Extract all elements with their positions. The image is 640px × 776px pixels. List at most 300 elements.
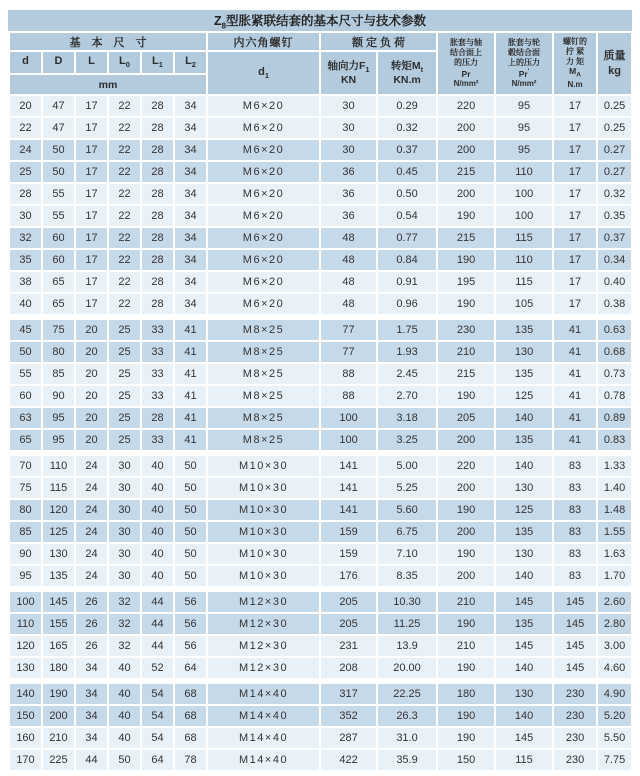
cell-转矩Mt: 7.10	[378, 544, 436, 564]
cell-d1: M8×25	[208, 408, 319, 428]
cell-L1: 54	[142, 706, 173, 726]
cell-L0: 25	[109, 408, 140, 428]
cell-Pr: 190	[438, 728, 494, 748]
cell-d: 65	[10, 430, 41, 450]
cell-Pr': 110	[496, 250, 552, 270]
cell-轴向力F1: 208	[321, 658, 376, 678]
cell-L2: 50	[175, 500, 206, 520]
table-row	[10, 184, 631, 204]
cell-L0: 25	[109, 342, 140, 362]
cell-d1: M10×30	[208, 566, 319, 586]
cell-MA: 17	[554, 140, 596, 160]
cell-MA: 145	[554, 658, 596, 678]
cell-d1: M8×25	[208, 342, 319, 362]
cell-转矩Mt: 3.25	[378, 430, 436, 450]
cell-质量: 0.78	[598, 386, 631, 406]
cell-L1: 33	[142, 320, 173, 340]
table-row	[10, 728, 631, 748]
cell-L0: 30	[109, 544, 140, 564]
cell-轴向力F1: 30	[321, 140, 376, 160]
cell-d: 70	[10, 456, 41, 476]
cell-转矩Mt: 11.25	[378, 614, 436, 634]
header-rated-load: 额定负荷	[321, 33, 436, 50]
cell-轴向力F1: 317	[321, 684, 376, 704]
cell-L: 20	[76, 320, 107, 340]
cell-转矩Mt: 1.93	[378, 342, 436, 362]
cell-d1: M8×25	[208, 386, 319, 406]
cell-质量: 0.37	[598, 228, 631, 248]
group-separator	[10, 588, 631, 590]
cell-L2: 34	[175, 162, 206, 182]
cell-轴向力F1: 36	[321, 184, 376, 204]
cell-Pr': 135	[496, 614, 552, 634]
cell-Pr': 135	[496, 320, 552, 340]
cell-L0: 32	[109, 636, 140, 656]
cell-Pr': 140	[496, 706, 552, 726]
cell-L1: 33	[142, 342, 173, 362]
table-row	[10, 272, 631, 292]
cell-d: 85	[10, 522, 41, 542]
cell-L: 24	[76, 500, 107, 520]
cell-Pr: 215	[438, 364, 494, 384]
cell-Pr: 190	[438, 386, 494, 406]
cell-Pr': 95	[496, 140, 552, 160]
col-L0: $L_0$	[109, 52, 140, 73]
table-row	[10, 206, 631, 226]
cell-D: 145	[43, 592, 74, 612]
cell-d1: M12×30	[208, 658, 319, 678]
cell-D: 120	[43, 500, 74, 520]
table-row	[10, 364, 631, 384]
cell-D: 60	[43, 228, 74, 248]
cell-L1: 54	[142, 684, 173, 704]
cell-Pr: 200	[438, 118, 494, 138]
cell-轴向力F1: 287	[321, 728, 376, 748]
cell-Pr': 140	[496, 408, 552, 428]
cell-D: 47	[43, 118, 74, 138]
table-row	[10, 96, 631, 116]
cell-L2: 50	[175, 566, 206, 586]
cell-Pr: 190	[438, 544, 494, 564]
table-row	[10, 342, 631, 362]
cell-L1: 40	[142, 544, 173, 564]
cell-Pr: 230	[438, 320, 494, 340]
cell-Pr': 140	[496, 566, 552, 586]
cell-轴向力F1: 77	[321, 342, 376, 362]
cell-d: 30	[10, 206, 41, 226]
cell-质量: 0.89	[598, 408, 631, 428]
cell-d: 63	[10, 408, 41, 428]
cell-质量: 5.50	[598, 728, 631, 748]
cell-转矩Mt: 20.00	[378, 658, 436, 678]
table-row	[10, 614, 631, 634]
cell-L: 17	[76, 118, 107, 138]
cell-Pr': 105	[496, 294, 552, 314]
cell-L2: 41	[175, 408, 206, 428]
cell-L1: 28	[142, 228, 173, 248]
cell-MA: 83	[554, 456, 596, 476]
header-pressure-hub: 胀套与轮 毂结合面 上的压力 Pr' N/mm²	[496, 33, 552, 94]
cell-L2: 34	[175, 272, 206, 292]
cell-转矩Mt: 6.75	[378, 522, 436, 542]
header-tightening-torque: 螺钉的 拧 紧 力 矩 $M_A$ N.m	[554, 33, 596, 94]
cell-L2: 34	[175, 228, 206, 248]
cell-L0: 40	[109, 658, 140, 678]
cell-Pr': 130	[496, 342, 552, 362]
cell-质量: 3.00	[598, 636, 631, 656]
cell-D: 50	[43, 162, 74, 182]
cell-d: 40	[10, 294, 41, 314]
cell-L0: 25	[109, 364, 140, 384]
cell-L0: 22	[109, 250, 140, 270]
cell-D: 165	[43, 636, 74, 656]
cell-L1: 40	[142, 566, 173, 586]
cell-Pr': 145	[496, 592, 552, 612]
group-separator	[10, 680, 631, 682]
cell-转矩Mt: 26.3	[378, 706, 436, 726]
cell-d1: M6×20	[208, 184, 319, 204]
cell-Pr': 100	[496, 206, 552, 226]
cell-L: 20	[76, 386, 107, 406]
cell-L: 17	[76, 206, 107, 226]
cell-质量: 0.38	[598, 294, 631, 314]
cell-D: 95	[43, 408, 74, 428]
table-row	[10, 430, 631, 450]
cell-D: 135	[43, 566, 74, 586]
cell-d: 28	[10, 184, 41, 204]
cell-MA: 230	[554, 684, 596, 704]
cell-L1: 54	[142, 728, 173, 748]
cell-L: 17	[76, 162, 107, 182]
cell-转矩Mt: 0.91	[378, 272, 436, 292]
cell-L0: 32	[109, 592, 140, 612]
cell-轴向力F1: 48	[321, 272, 376, 292]
cell-MA: 83	[554, 478, 596, 498]
cell-Pr': 145	[496, 636, 552, 656]
cell-Pr': 95	[496, 118, 552, 138]
cell-L1: 28	[142, 96, 173, 116]
cell-D: 155	[43, 614, 74, 634]
cell-转矩Mt: 3.18	[378, 408, 436, 428]
cell-D: 225	[43, 750, 74, 770]
cell-L1: 28	[142, 408, 173, 428]
cell-L0: 22	[109, 140, 140, 160]
cell-质量: 0.32	[598, 184, 631, 204]
cell-L0: 22	[109, 206, 140, 226]
cell-MA: 41	[554, 364, 596, 384]
cell-Pr': 145	[496, 728, 552, 748]
cell-L2: 78	[175, 750, 206, 770]
cell-L: 26	[76, 614, 107, 634]
cell-质量: 5.20	[598, 706, 631, 726]
cell-L2: 34	[175, 250, 206, 270]
cell-Pr': 115	[496, 228, 552, 248]
cell-轴向力F1: 48	[321, 294, 376, 314]
cell-Pr: 220	[438, 456, 494, 476]
cell-d1: M6×20	[208, 140, 319, 160]
cell-D: 115	[43, 478, 74, 498]
cell-MA: 41	[554, 430, 596, 450]
col-d: d	[10, 52, 41, 73]
cell-L: 26	[76, 592, 107, 612]
cell-L: 17	[76, 250, 107, 270]
cell-轴向力F1: 88	[321, 386, 376, 406]
cell-Pr: 190	[438, 294, 494, 314]
cell-d1: M6×20	[208, 118, 319, 138]
cell-d1: M10×30	[208, 478, 319, 498]
cell-轴向力F1: 36	[321, 206, 376, 226]
cell-Pr: 190	[438, 614, 494, 634]
cell-Pr: 190	[438, 206, 494, 226]
cell-d: 38	[10, 272, 41, 292]
cell-质量: 1.48	[598, 500, 631, 520]
cell-Pr': 130	[496, 478, 552, 498]
table-row	[10, 140, 631, 160]
cell-d: 32	[10, 228, 41, 248]
cell-Pr: 210	[438, 342, 494, 362]
cell-L0: 22	[109, 118, 140, 138]
table-header	[10, 33, 631, 94]
cell-L2: 41	[175, 430, 206, 450]
cell-L: 17	[76, 96, 107, 116]
group-separator-cell	[10, 588, 631, 590]
cell-d: 150	[10, 706, 41, 726]
cell-转矩Mt: 5.00	[378, 456, 436, 476]
table-row	[10, 408, 631, 428]
cell-Pr: 215	[438, 228, 494, 248]
cell-转矩Mt: 35.9	[378, 750, 436, 770]
cell-L0: 25	[109, 320, 140, 340]
cell-MA: 17	[554, 118, 596, 138]
cell-d: 80	[10, 500, 41, 520]
cell-质量: 1.33	[598, 456, 631, 476]
cell-转矩Mt: 8.35	[378, 566, 436, 586]
table-row	[10, 522, 631, 542]
cell-轴向力F1: 422	[321, 750, 376, 770]
table-body	[10, 96, 631, 770]
cell-L0: 30	[109, 456, 140, 476]
table-row	[10, 118, 631, 138]
cell-MA: 41	[554, 342, 596, 362]
cell-MA: 41	[554, 386, 596, 406]
cell-L2: 68	[175, 728, 206, 748]
unit-mm: mm	[10, 75, 206, 94]
cell-L2: 34	[175, 140, 206, 160]
cell-d1: M10×30	[208, 522, 319, 542]
table-row	[10, 500, 631, 520]
cell-L2: 56	[175, 592, 206, 612]
cell-d1: M12×30	[208, 636, 319, 656]
cell-d1: M14×40	[208, 706, 319, 726]
cell-轴向力F1: 352	[321, 706, 376, 726]
cell-L: 34	[76, 684, 107, 704]
cell-轴向力F1: 36	[321, 162, 376, 182]
cell-Pr': 100	[496, 184, 552, 204]
cell-Pr: 150	[438, 750, 494, 770]
cell-质量: 1.63	[598, 544, 631, 564]
cell-L0: 22	[109, 184, 140, 204]
cell-MA: 17	[554, 184, 596, 204]
cell-L: 20	[76, 342, 107, 362]
cell-轴向力F1: 205	[321, 614, 376, 634]
cell-d: 140	[10, 684, 41, 704]
cell-d: 75	[10, 478, 41, 498]
group-separator-cell	[10, 316, 631, 318]
header-pressure-shaft: 胀套与轴 结合面上 的压力 Pr N/mm²	[438, 33, 494, 94]
cell-D: 85	[43, 364, 74, 384]
cell-L1: 44	[142, 614, 173, 634]
cell-Pr: 190	[438, 250, 494, 270]
cell-D: 130	[43, 544, 74, 564]
cell-Pr: 210	[438, 592, 494, 612]
cell-d1: M10×30	[208, 544, 319, 564]
cell-L1: 28	[142, 162, 173, 182]
cell-转矩Mt: 2.45	[378, 364, 436, 384]
cell-轴向力F1: 100	[321, 408, 376, 428]
cell-d: 45	[10, 320, 41, 340]
cell-MA: 83	[554, 566, 596, 586]
table-row	[10, 684, 631, 704]
cell-轴向力F1: 100	[321, 430, 376, 450]
cell-质量: 4.90	[598, 684, 631, 704]
cell-d: 22	[10, 118, 41, 138]
cell-Pr: 215	[438, 162, 494, 182]
cell-D: 75	[43, 320, 74, 340]
cell-d1: M6×20	[208, 206, 319, 226]
title-text: $Z_8$型胀紧联结套的基本尺寸与技术参数	[213, 13, 427, 31]
cell-L: 24	[76, 544, 107, 564]
cell-d1: M10×30	[208, 500, 319, 520]
cell-Pr: 180	[438, 684, 494, 704]
cell-D: 65	[43, 272, 74, 292]
group-separator	[10, 452, 631, 454]
cell-质量: 2.60	[598, 592, 631, 612]
cell-MA: 83	[554, 500, 596, 520]
cell-d1: M8×25	[208, 430, 319, 450]
cell-质量: 2.80	[598, 614, 631, 634]
cell-转矩Mt: 5.25	[378, 478, 436, 498]
cell-MA: 17	[554, 162, 596, 182]
cell-D: 95	[43, 430, 74, 450]
header-hex-socket-screw: 内六角螺钉	[208, 33, 319, 50]
table-row	[10, 706, 631, 726]
cell-转矩Mt: 0.96	[378, 294, 436, 314]
cell-MA: 17	[554, 206, 596, 226]
cell-MA: 83	[554, 544, 596, 564]
cell-转矩Mt: 0.54	[378, 206, 436, 226]
cell-质量: 0.34	[598, 250, 631, 270]
cell-质量: 0.25	[598, 96, 631, 116]
cell-转矩Mt: 10.30	[378, 592, 436, 612]
cell-L: 44	[76, 750, 107, 770]
cell-MA: 145	[554, 636, 596, 656]
cell-Pr': 135	[496, 364, 552, 384]
cell-L: 34	[76, 728, 107, 748]
cell-轴向力F1: 231	[321, 636, 376, 656]
cell-d1: M12×30	[208, 592, 319, 612]
cell-Pr: 220	[438, 96, 494, 116]
cell-L2: 34	[175, 206, 206, 226]
cell-质量: 0.27	[598, 140, 631, 160]
cell-d: 160	[10, 728, 41, 748]
cell-L: 24	[76, 566, 107, 586]
cell-d: 130	[10, 658, 41, 678]
cell-转矩Mt: 0.29	[378, 96, 436, 116]
cell-质量: 1.55	[598, 522, 631, 542]
cell-Pr': 130	[496, 544, 552, 564]
cell-转矩Mt: 2.70	[378, 386, 436, 406]
cell-Pr: 190	[438, 500, 494, 520]
cell-质量: 0.63	[598, 320, 631, 340]
cell-d1: M6×20	[208, 228, 319, 248]
cell-MA: 83	[554, 522, 596, 542]
cell-L0: 25	[109, 386, 140, 406]
cell-Pr: 210	[438, 636, 494, 656]
cell-MA: 230	[554, 706, 596, 726]
cell-转矩Mt: 31.0	[378, 728, 436, 748]
col-D: D	[43, 52, 74, 73]
cell-L0: 22	[109, 96, 140, 116]
cell-转矩Mt: 0.37	[378, 140, 436, 160]
cell-Pr: 205	[438, 408, 494, 428]
cell-L0: 32	[109, 614, 140, 634]
cell-L2: 50	[175, 478, 206, 498]
cell-L: 20	[76, 364, 107, 384]
cell-d: 50	[10, 342, 41, 362]
cell-d: 90	[10, 544, 41, 564]
cell-转矩Mt: 0.50	[378, 184, 436, 204]
table-row	[10, 456, 631, 476]
cell-L: 26	[76, 636, 107, 656]
cell-Pr': 140	[496, 456, 552, 476]
col-axial-force: 轴向力$F_1$ KN	[321, 52, 376, 94]
cell-d1: M6×20	[208, 250, 319, 270]
cell-d: 55	[10, 364, 41, 384]
cell-d: 35	[10, 250, 41, 270]
cell-L: 17	[76, 272, 107, 292]
cell-d1: M6×20	[208, 294, 319, 314]
cell-Pr: 195	[438, 272, 494, 292]
cell-L1: 64	[142, 750, 173, 770]
cell-质量: 0.27	[598, 162, 631, 182]
cell-L0: 22	[109, 272, 140, 292]
table-row	[10, 228, 631, 248]
cell-质量: 0.68	[598, 342, 631, 362]
cell-L2: 34	[175, 294, 206, 314]
cell-d: 60	[10, 386, 41, 406]
cell-L0: 40	[109, 706, 140, 726]
cell-d: 100	[10, 592, 41, 612]
cell-d1: M6×20	[208, 96, 319, 116]
cell-D: 210	[43, 728, 74, 748]
cell-MA: 145	[554, 592, 596, 612]
cell-Pr': 115	[496, 750, 552, 770]
group-separator	[10, 316, 631, 318]
cell-D: 200	[43, 706, 74, 726]
cell-L0: 30	[109, 478, 140, 498]
table-row	[10, 162, 631, 182]
cell-Pr: 200	[438, 478, 494, 498]
cell-d: 25	[10, 162, 41, 182]
cell-d1: M14×40	[208, 750, 319, 770]
cell-L1: 28	[142, 184, 173, 204]
cell-L2: 41	[175, 386, 206, 406]
cell-质量: 0.35	[598, 206, 631, 226]
table-row	[10, 566, 631, 586]
cell-d1: M8×25	[208, 320, 319, 340]
cell-MA: 17	[554, 228, 596, 248]
cell-d1: M8×25	[208, 364, 319, 384]
